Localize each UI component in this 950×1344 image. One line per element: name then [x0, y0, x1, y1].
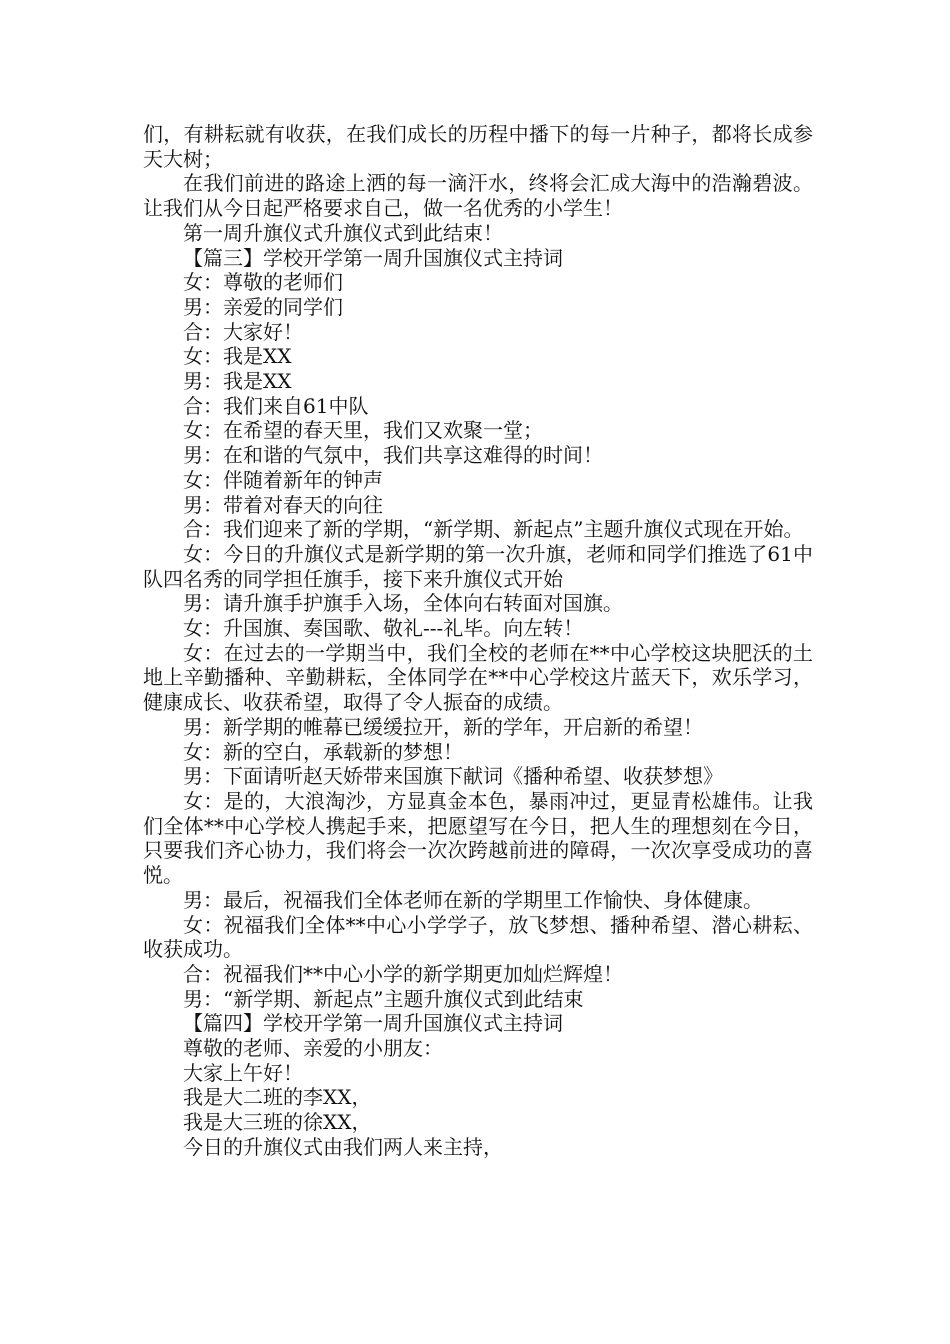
dialogue-line: 女：今日的升旗仪式是新学期的第一次升旗，老师和同学们推选了61中队四名秀的同学担任旗手，接下来升旗仪式开始 — [143, 541, 813, 591]
dialogue-line: 合：我们来自61中队 — [183, 393, 369, 418]
dialogue-line: 男：亲爱的同学们 — [183, 294, 343, 319]
dialogue-line: 男：请升旗手护旗手入场，全体向右转面对国旗。 — [183, 591, 623, 616]
dialogue-line: 女：伴随着新年的钟声 — [183, 467, 383, 492]
document-body — [143, 122, 813, 1160]
dialogue-line: 合：我们迎来了新的学期，“新学期、新起点”主题升旗仪式现在开始。 — [183, 517, 804, 542]
section-heading: 【篇三】学校开学第一周升国旗仪式主持词 — [183, 245, 563, 270]
dialogue-line: 女：尊敬的老师们 — [183, 270, 343, 295]
dialogue-line: 女：是的，大浪淘沙，方显真金本色，暴雨冲过，更显青松雄伟。让我们全体**中心学校人携起手来，把愿望写在今日，把人生的理想刻在今日，只要我们齐心协力，我们将会一次次跨越前进的障碍，一次次享受成功的喜悦。 — [143, 788, 813, 888]
speech-line: 今日的升旗仪式由我们两人来主持， — [183, 1134, 503, 1159]
dialogue-line: 女：新的空白，承载新的梦想！ — [183, 739, 463, 764]
speech-line: 我是大二班的李XX， — [183, 1085, 372, 1110]
dialogue-line: 女：在希望的春天里，我们又欢聚一堂； — [183, 418, 543, 443]
dialogue-line: 男：我是XX — [183, 369, 292, 394]
dialogue-line: 女：在过去的一学期当中，我们全校的老师在**中心学校这块肥沃的土地上辛勤播种、辛勤耕耘，全体同学在**中心学校这片蓝天下，欢乐学习，健康成长、收获希望，取得了令人振奋的成绩。 — [143, 640, 813, 715]
dialogue-line: 女：升国旗、奏国歌、敬礼---礼毕。向左转！ — [183, 616, 584, 641]
dialogue-line: 男：带着对春天的向往 — [183, 492, 383, 517]
dialogue-line: 男：最后，祝福我们全体老师在新的学期里工作愉快、身体健康。 — [183, 887, 763, 912]
section-heading: 【篇四】学校开学第一周升国旗仪式主持词 — [183, 1011, 563, 1036]
speech-line: 大家上午好！ — [183, 1060, 303, 1085]
dialogue-line: 男：“新学期、新起点”主题升旗仪式到此结束 — [183, 986, 584, 1011]
dialogue-line: 女：我是XX — [183, 344, 292, 369]
paragraph: 第一周升旗仪式升旗仪式到此结束！ — [183, 220, 503, 245]
speech-line: 尊敬的老师、亲爱的小朋友： — [183, 1036, 443, 1061]
dialogue-line: 女：祝福我们全体**中心小学学子，放飞梦想、播种希望、潜心耕耘、收获成功。 — [143, 912, 813, 962]
dialogue-line: 男：在和谐的气氛中，我们共享这难得的时间！ — [183, 443, 603, 468]
dialogue-line: 合：祝福我们**中心小学的新学期更加灿烂辉煌！ — [183, 961, 623, 986]
speech-line: 我是大三班的徐XX， — [183, 1110, 372, 1135]
paragraph: 们，有耕耘就有收获，在我们成长的历程中播下的每一片种子，都将长成参天大树； — [143, 122, 813, 171]
dialogue-line: 男：新学期的帷幕已缓缓拉开，新的学年，开启新的希望！ — [183, 714, 703, 739]
paragraph: 在我们前进的路途上洒的每一滴汗水，终将会汇成大海中的浩瀚碧波。让我们从今日起严格要求自己，做一名优秀的小学生！ — [143, 171, 813, 221]
dialogue-line: 男：下面请听赵天娇带来国旗下献词《播种希望、收获梦想》 — [183, 764, 723, 789]
dialogue-line: 合：大家好！ — [183, 319, 303, 344]
